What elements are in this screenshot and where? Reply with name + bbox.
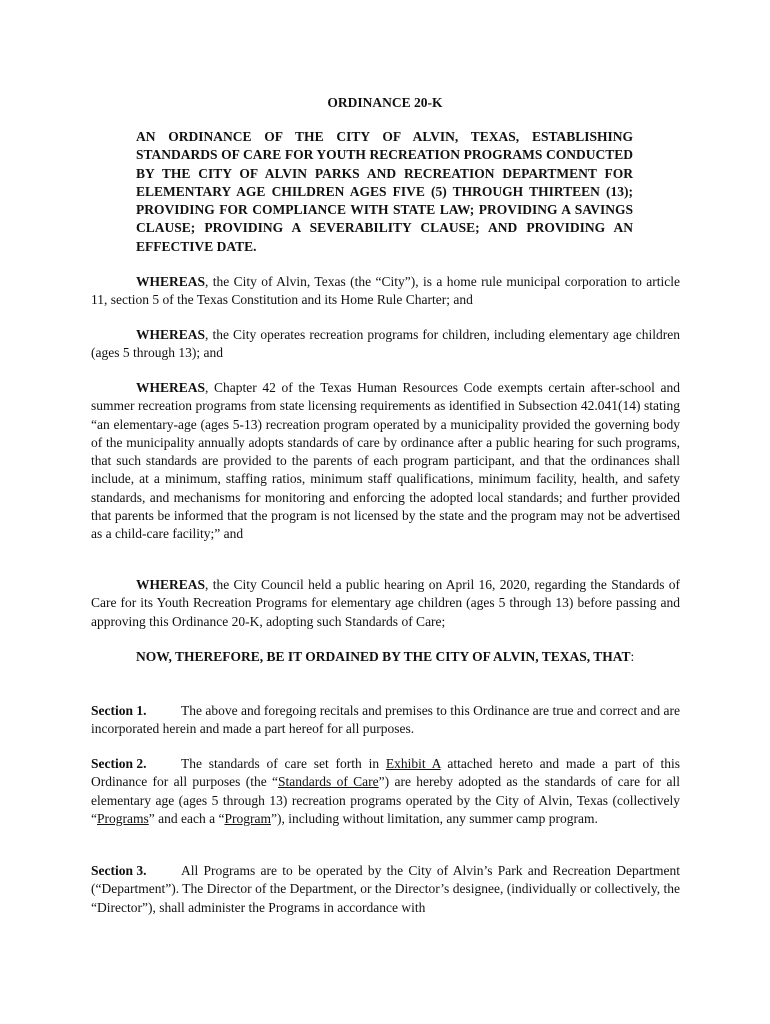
now-therefore-tail: :	[630, 649, 635, 664]
standards-of-care-term: Standards of Care	[278, 774, 379, 790]
section-3-text: All Programs are to be operated by the City of Alvin’s Park and Recreation Department (“Department”). The Director of the Department, or the Director’s designee, (individually or collectively, the “Director”), shall administer the Programs in accordance with	[91, 863, 680, 915]
whereas-text: , the City Council held a public hearing on April 16, 2020, regarding the Standards of Care for its Youth Recreation Programs for elementary age children (ages 5 through 13) before passing and approving this Ordinance 20-K, adopting such Standards of Care;	[91, 577, 680, 629]
whereas-lead: WHEREAS	[136, 274, 206, 289]
section-1-label: Section 1.	[91, 703, 147, 718]
section-3-label: Section 3.	[91, 863, 147, 878]
whereas-paragraph-1	[91, 273, 680, 310]
whereas-paragraph-4	[91, 576, 680, 631]
ordinance-caption: AN ORDINANCE OF THE CITY OF ALVIN, TEXAS, ESTABLISHING STANDARDS OF CARE FOR YOUTH RECREATION PROGRAMS CONDUCTED BY THE CITY OF ALVIN PARKS AND RECREATION DEPARTMENT FOR ELEMENTARY AGE CHILDREN AGES FIVE (5) THROUGH THIRTEEN (13); PROVIDING FOR COMPLIANCE WITH STATE LAW; PROVIDING A SAVINGS CLAUSE; PROVIDING A SEVERABILITY CLAUSE; AND PROVIDING AN EFFECTIVE DATE.	[136, 129, 633, 254]
section-1	[91, 702, 680, 739]
whereas-paragraph-3	[91, 379, 680, 544]
whereas-lead: WHEREAS	[136, 380, 206, 395]
section-2: Section 2. The standards of care set forth in Exhibit A attached hereto and made a part of this Ordinance for all purposes (the “Standards of Care”) are hereby adopted as the standards of care for all elementary age (ages 5 through 13) recreation programs operated by the City of Alvin, Texas (collectively “Programs” and each a “Program”), including without limitation, any summer camp program.	[91, 756, 681, 826]
now-therefore-bold: NOW, THEREFORE, BE IT ORDAINED BY THE CITY OF ALVIN, TEXAS, THAT	[136, 649, 631, 664]
whereas-text: , the City of Alvin, Texas (the “City”), is a home rule municipal corporation to article 11, section 5 of the Texas Constitution and its Home Rule Charter; and	[91, 274, 680, 308]
whereas-lead: WHEREAS	[136, 327, 206, 342]
program-term: Program	[224, 810, 271, 826]
whereas-text: , the City operates recreation programs for children, including elementary age children (ages 5 through 13); and	[91, 327, 680, 361]
whereas-lead: WHEREAS	[136, 577, 206, 592]
whereas-text: , Chapter 42 of the Texas Human Resources Code exempts certain after-school and summer recreation programs from state licensing requirements as identified in Subsection 42.041(14) stating “an elementary-age (ages 5-13) recreation program operated by a municipality provided the governing body of the municipality annually adopts standards of care by ordinance after a public hearing for such programs, that such standards are provided to the parents of each program participant, and that the ordinances shall include, at a minimum, staffing ratios, minimum staff qualifications, minimum facility, health, and safety standards, and mechanisms for monitoring and enforcing the adopted local standards; and further provided that parents be informed that the program is not licensed by the state and the program may not be advertised as a child-care facility;” and	[91, 380, 680, 542]
now-therefore-clause	[91, 648, 680, 666]
exhibit-a-reference: Exhibit A	[385, 756, 441, 771]
section-3	[91, 862, 680, 917]
section-1-text: The above and foregoing recitals and premises to this Ordinance are true and correct and are incorporated herein and made a part hereof for all purposes.	[91, 703, 680, 737]
whereas-paragraph-2	[91, 326, 680, 363]
programs-term: Programs	[97, 810, 149, 826]
section-2-label: Section 2.	[91, 756, 147, 771]
ordinance-title: ORDINANCE 20-K	[327, 95, 443, 110]
